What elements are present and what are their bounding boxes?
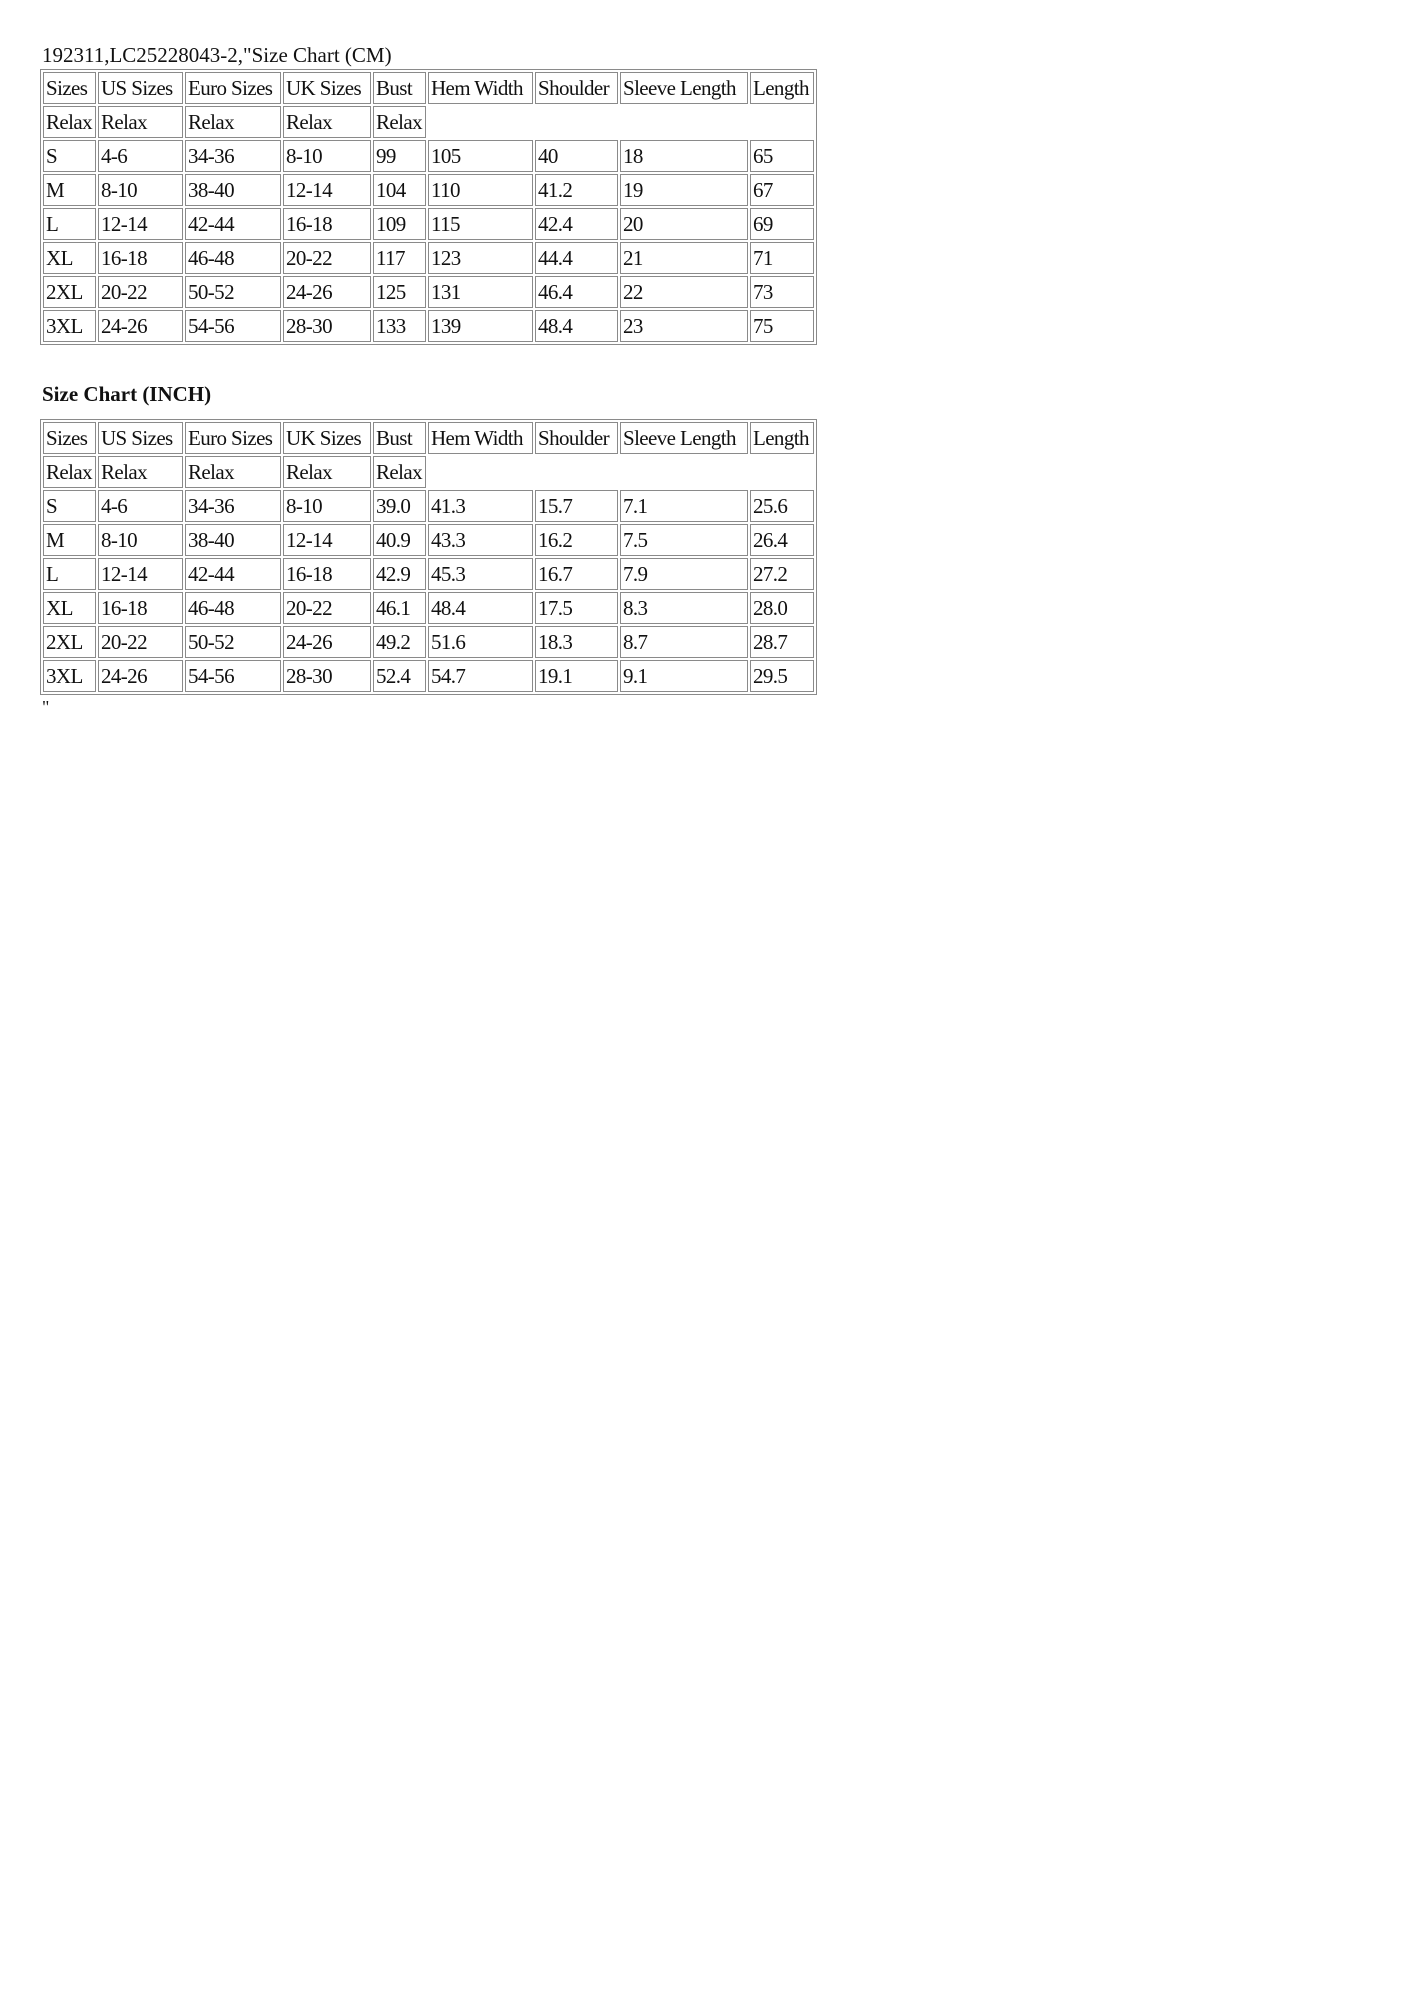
table-cell: 41.2 — [535, 174, 618, 206]
subheader-cell: Relax — [98, 106, 183, 138]
trailing-quote: " — [42, 697, 50, 717]
table-cell: 16.7 — [535, 558, 618, 590]
table-cell: 24-26 — [98, 310, 183, 342]
table-cell: 69 — [750, 208, 814, 240]
table-cell: 12-14 — [98, 208, 183, 240]
table-cell: 27.2 — [750, 558, 814, 590]
table-cell: 2XL — [43, 276, 96, 308]
subheader-cell: Relax — [283, 456, 371, 488]
table-cell: 65 — [750, 140, 814, 172]
table-row — [43, 626, 814, 658]
table-cell: 16-18 — [283, 558, 371, 590]
table-row — [43, 660, 814, 692]
table-cell: 139 — [428, 310, 533, 342]
subheader-cell: Relax — [43, 456, 96, 488]
table-cell: 3XL — [43, 660, 96, 692]
table-cell: 15.7 — [535, 490, 618, 522]
table-row — [43, 208, 814, 240]
table-cell: 21 — [620, 242, 748, 274]
subheader-cell: Relax — [373, 456, 426, 488]
table-cell: 16-18 — [98, 592, 183, 624]
size-chart-cm-table — [40, 69, 817, 345]
table-cell: 18 — [620, 140, 748, 172]
table-cell: M — [43, 174, 96, 206]
table-cell: 4-6 — [98, 140, 183, 172]
table-cell: 46.4 — [535, 276, 618, 308]
table-cell: 26.4 — [750, 524, 814, 556]
subheader-row — [43, 456, 814, 488]
column-header: US Sizes — [98, 422, 183, 454]
table-cell: 8-10 — [98, 524, 183, 556]
table-row — [43, 242, 814, 274]
table-row — [43, 276, 814, 308]
document-heading: 192311,LC25228043-2,"Size Chart (CM) — [42, 43, 392, 67]
header-row — [43, 72, 814, 104]
table-row — [43, 140, 814, 172]
table-cell: 20-22 — [283, 592, 371, 624]
table-cell: 105 — [428, 140, 533, 172]
table-cell: 22 — [620, 276, 748, 308]
table-cell: 7.9 — [620, 558, 748, 590]
table-cell: 16.2 — [535, 524, 618, 556]
table-row — [43, 174, 814, 206]
table-cell: 17.5 — [535, 592, 618, 624]
table-cell: 8.3 — [620, 592, 748, 624]
subheader-row — [43, 106, 814, 138]
table-cell: 44.4 — [535, 242, 618, 274]
column-header: Sizes — [43, 72, 96, 104]
table-cell: 28-30 — [283, 310, 371, 342]
table-cell: 46-48 — [185, 242, 281, 274]
column-header: Shoulder — [535, 72, 618, 104]
table-cell: 123 — [428, 242, 533, 274]
table-cell: 23 — [620, 310, 748, 342]
subheader-cell: Relax — [43, 106, 96, 138]
table-cell: L — [43, 558, 96, 590]
column-header: UK Sizes — [283, 72, 371, 104]
table-cell: 28-30 — [283, 660, 371, 692]
table-cell: 42.4 — [535, 208, 618, 240]
table-cell: 19.1 — [535, 660, 618, 692]
subheader-cell: Relax — [98, 456, 183, 488]
subheader-cell: Relax — [185, 456, 281, 488]
table-cell: M — [43, 524, 96, 556]
table-cell: 54.7 — [428, 660, 533, 692]
table-cell: XL — [43, 592, 96, 624]
table-cell: 75 — [750, 310, 814, 342]
table-cell: S — [43, 490, 96, 522]
column-header: UK Sizes — [283, 422, 371, 454]
column-header: Shoulder — [535, 422, 618, 454]
table-cell: 34-36 — [185, 140, 281, 172]
document-body — [42, 42, 817, 717]
table-cell: 131 — [428, 276, 533, 308]
size-chart-cm-body — [43, 72, 814, 342]
table-cell: 8-10 — [98, 174, 183, 206]
table-cell: 42.9 — [373, 558, 426, 590]
table-cell: 2XL — [43, 626, 96, 658]
table-cell: L — [43, 208, 96, 240]
table-cell: 46.1 — [373, 592, 426, 624]
table-cell: 110 — [428, 174, 533, 206]
column-header: Sleeve Length — [620, 422, 748, 454]
table-cell: 28.0 — [750, 592, 814, 624]
table-cell: 18.3 — [535, 626, 618, 658]
table-cell: XL — [43, 242, 96, 274]
table-cell: 24-26 — [283, 276, 371, 308]
table-cell: 50-52 — [185, 276, 281, 308]
table-cell: 24-26 — [283, 626, 371, 658]
column-header: Bust — [373, 72, 426, 104]
size-chart-inch-body — [43, 422, 814, 692]
table-cell: 109 — [373, 208, 426, 240]
table-cell: 117 — [373, 242, 426, 274]
table-cell: 50-52 — [185, 626, 281, 658]
table-cell: 8-10 — [283, 140, 371, 172]
subheader-cell: Relax — [185, 106, 281, 138]
table-cell: 104 — [373, 174, 426, 206]
subheader-blank — [428, 106, 814, 138]
table-cell: 40.9 — [373, 524, 426, 556]
table-cell: 20-22 — [98, 626, 183, 658]
table-cell: 34-36 — [185, 490, 281, 522]
column-header: Sizes — [43, 422, 96, 454]
size-chart-inch-title: Size Chart (INCH) — [42, 382, 212, 406]
table-cell: 42-44 — [185, 558, 281, 590]
table-cell: 29.5 — [750, 660, 814, 692]
column-header: Sleeve Length — [620, 72, 748, 104]
table-cell: 54-56 — [185, 310, 281, 342]
subheader-cell: Relax — [373, 106, 426, 138]
table-cell: 133 — [373, 310, 426, 342]
subheader-blank — [428, 456, 814, 488]
table-cell: 40 — [535, 140, 618, 172]
table-cell: 7.5 — [620, 524, 748, 556]
table-cell: 28.7 — [750, 626, 814, 658]
table-cell: S — [43, 140, 96, 172]
table-cell: 12-14 — [283, 524, 371, 556]
table-cell: 43.3 — [428, 524, 533, 556]
table-cell: 20-22 — [98, 276, 183, 308]
table-cell: 99 — [373, 140, 426, 172]
table-cell: 4-6 — [98, 490, 183, 522]
column-header: US Sizes — [98, 72, 183, 104]
column-header: Hem Width — [428, 422, 533, 454]
table-cell: 16-18 — [283, 208, 371, 240]
column-header: Length — [750, 422, 814, 454]
table-cell: 38-40 — [185, 174, 281, 206]
table-cell: 71 — [750, 242, 814, 274]
table-cell: 45.3 — [428, 558, 533, 590]
table-row — [43, 592, 814, 624]
table-cell: 19 — [620, 174, 748, 206]
table-cell: 48.4 — [428, 592, 533, 624]
column-header: Bust — [373, 422, 426, 454]
table-cell: 42-44 — [185, 208, 281, 240]
table-cell: 125 — [373, 276, 426, 308]
size-chart-inch-table — [40, 419, 817, 695]
table-cell: 51.6 — [428, 626, 533, 658]
header-row — [43, 422, 814, 454]
table-cell: 25.6 — [750, 490, 814, 522]
table-cell: 49.2 — [373, 626, 426, 658]
table-cell: 12-14 — [283, 174, 371, 206]
table-cell: 46-48 — [185, 592, 281, 624]
table-cell: 8-10 — [283, 490, 371, 522]
column-header: Hem Width — [428, 72, 533, 104]
table-row — [43, 310, 814, 342]
table-cell: 7.1 — [620, 490, 748, 522]
table-row — [43, 524, 814, 556]
table-row — [43, 490, 814, 522]
column-header: Length — [750, 72, 814, 104]
table-cell: 20 — [620, 208, 748, 240]
table-cell: 16-18 — [98, 242, 183, 274]
table-cell: 38-40 — [185, 524, 281, 556]
table-cell: 24-26 — [98, 660, 183, 692]
table-cell: 9.1 — [620, 660, 748, 692]
table-cell: 20-22 — [283, 242, 371, 274]
table-cell: 67 — [750, 174, 814, 206]
column-header: Euro Sizes — [185, 422, 281, 454]
table-cell: 54-56 — [185, 660, 281, 692]
table-cell: 41.3 — [428, 490, 533, 522]
table-cell: 39.0 — [373, 490, 426, 522]
table-cell: 3XL — [43, 310, 96, 342]
table-cell: 52.4 — [373, 660, 426, 692]
table-cell: 73 — [750, 276, 814, 308]
table-row — [43, 558, 814, 590]
column-header: Euro Sizes — [185, 72, 281, 104]
subheader-cell: Relax — [283, 106, 371, 138]
table-cell: 8.7 — [620, 626, 748, 658]
table-cell: 115 — [428, 208, 533, 240]
table-cell: 12-14 — [98, 558, 183, 590]
table-cell: 48.4 — [535, 310, 618, 342]
